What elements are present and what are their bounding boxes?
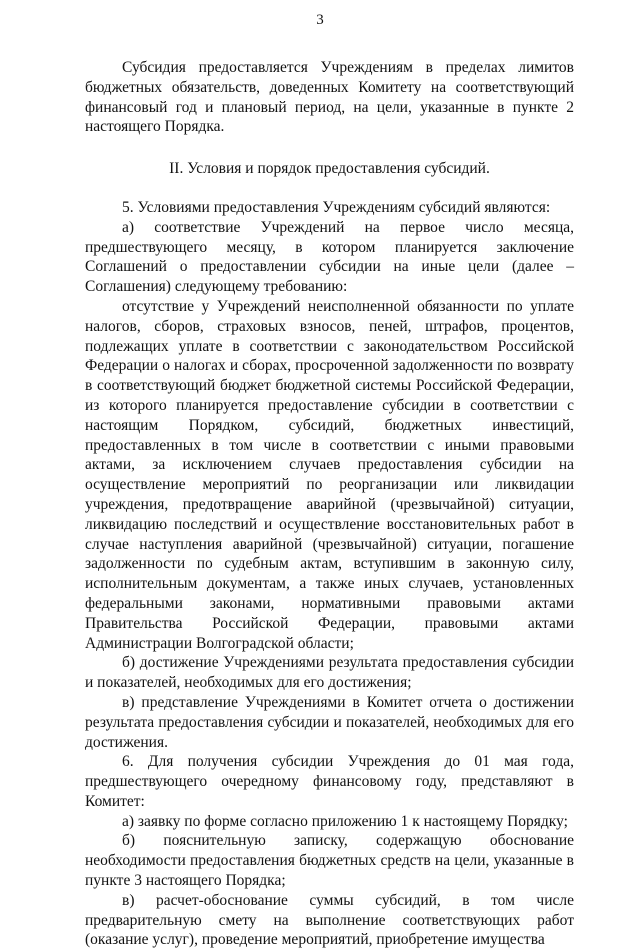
document-body	[85, 58, 574, 950]
page-number: 3	[316, 12, 324, 28]
paragraph-6b: б) пояснительную записку, содержащую обоснование необходимости предоставления бюджетных средств на цели, указанные в пункте 3 настоящего Порядка;	[85, 832, 574, 890]
paragraph-6a: а) заявку по форме согласно приложению 1 к настоящему Порядку;	[122, 812, 568, 830]
paragraph-6v: в) расчет-обоснование суммы субсидий, в том числе предварительную смету на выполнение соответствующих работ (оказание услуг), проведение мероприятий, приобретение имущества	[85, 891, 574, 949]
paragraph-5a: а) соответствие Учреждений на первое число месяца, предшествующего месяцу, в котором планируется заключение Соглашений о предоставлении субсидии на иные цели (далее – Соглашения) следующему требованию:	[85, 218, 574, 296]
paragraph-5-title: 5. Условиями предоставления Учреждениям субсидий являются:	[122, 198, 551, 216]
intro-paragraph: Субсидия предоставляется Учреждениям в пределах лимитов бюджетных обязательств, доведенных Комитету на соответствующий финансовый год и плановый период, на цели, указанные в пункте 2 настоящего Порядка.	[85, 59, 574, 136]
paragraph-5a-requirement: отсутствие у Учреждений неисполненной обязанности по уплате налогов, сборов, страховых взносов, пеней, штрафов, процентов, подлежащих уплате в соответствии с законодательством Российской Федерации о налогах и сборах, просроченной задолженности по возврату в соответствующий бюджет бюджетной системы Российской Федерации, из которого планируется предоставление субсидии в соответствии с настоящим Порядком, субсидий, бюджетных инвестиций, предоставленных в том числе в соответствии с иными правовыми актами, за исключением случаев предоставления субсидии на осуществление мероприятий по реорганизации или ликвидации учреждения, предотвращение аварийной (чрезвычайной) ситуации, ликвидацию последствий и осуществление восстановительных работ в случае наступления аварийной (чрезвычайной) ситуации, погашение задолженности по судебным актам, вступившим в законную силу, исполнительным документам, а также иных случаев, установленных федеральными законами, нормативными правовыми актами Правительства Российской Федерации, правовыми актами Администрации Волгоградской области;	[85, 297, 574, 652]
paragraph-5v: в) представление Учреждениями в Комитет отчета о достижении результата предоставления субсидии и показателей, необходимых для его достижения.	[85, 693, 574, 751]
paragraph-5b: б) достижение Учреждениями результата предоставления субсидии и показателей, необходимых для его достижения;	[85, 654, 574, 692]
section-heading: II. Условия и порядок предоставления субсидий.	[169, 160, 490, 178]
paragraph-6: 6. Для получения субсидии Учреждения до 01 мая года, предшествующего очередному финансовому году, представляют в Комитет:	[85, 753, 574, 810]
